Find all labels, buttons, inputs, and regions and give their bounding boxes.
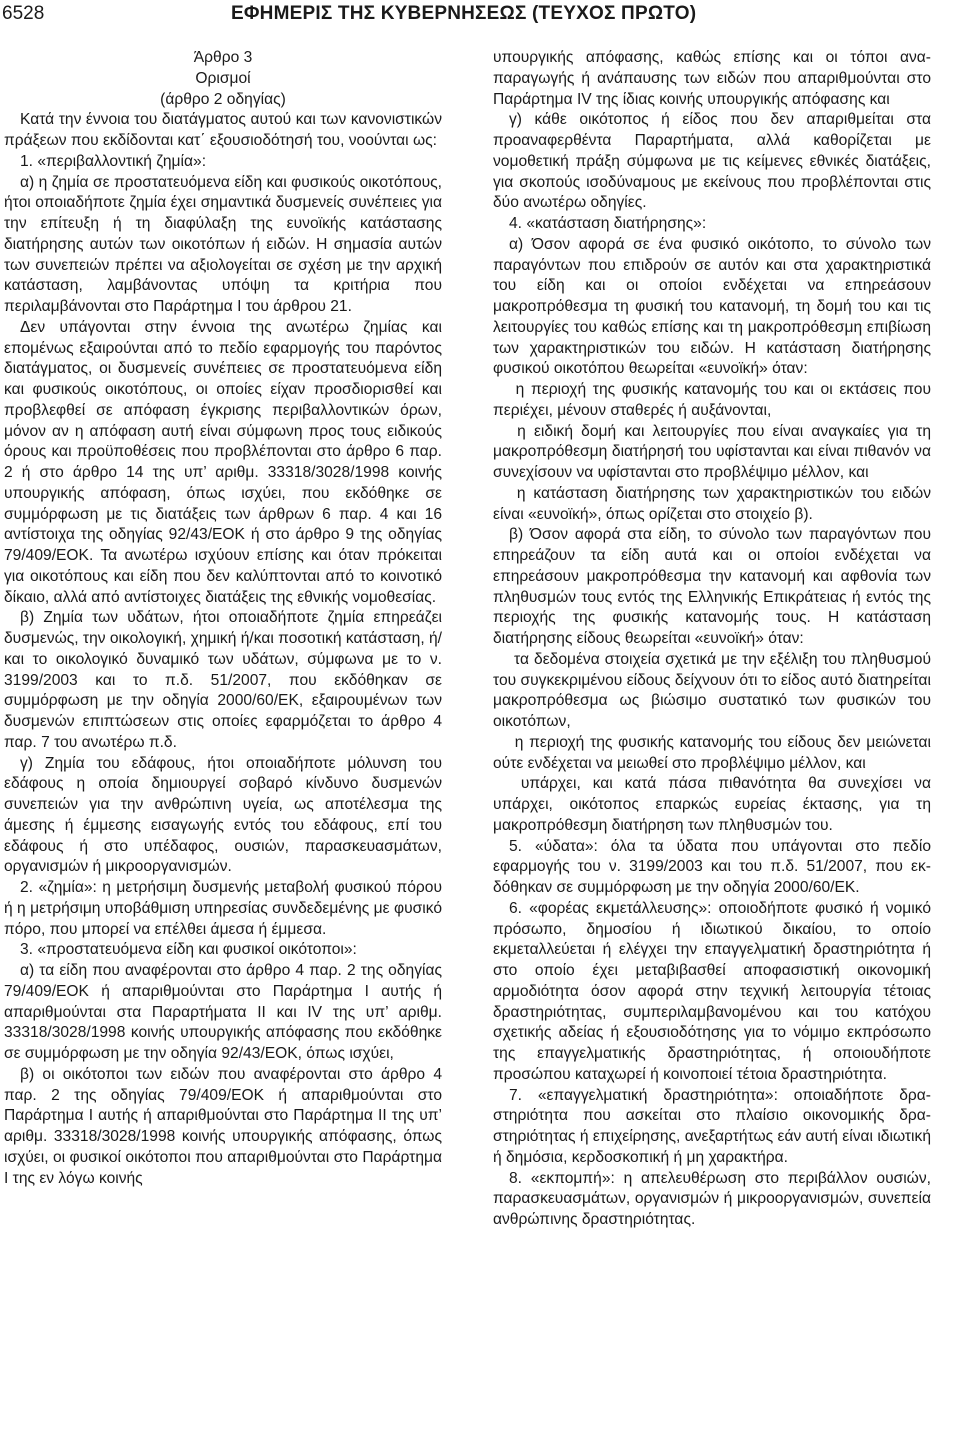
paragraph: η περιοχή της φυσικής κατανομής του και οι εκτάσεις που περιέχει, μένουν σταθερές ή αυξάνονται, (493, 381, 931, 419)
paragraph: γ) κάθε οικότοπος ή είδος που δεν απαριθμείται στα προαναφερθέντα Παραρτήματα, αλλά καθορίζεται με νομοθετική πράξη σύμφωνα με τις κείμενες εθνικές διατάξεις, για σκοπούς ισοδύναμους με εκείνους που προβλέπονται στις δύο ανωτέρω οδηγίες. (493, 111, 931, 212)
article-title: Ορισμοί (195, 69, 251, 87)
article-number: Άρθρο 3 (193, 49, 253, 66)
paragraph: 8. «εκπομπή»: η απελευθέρωση στο περιβάλλον ουσιών, παρασκευασμάτων, οργανισμών ή μικροοργανισμών, συνεπεία ανθρώπινης δραστηριότητας. (493, 1169, 931, 1228)
gazette-title: ΕΦΗΜΕΡΙΣ ΤΗΣ ΚΥΒΕΡΝΗΣΕΩΣ (ΤΕΥΧΟΣ ΠΡΩΤΟ) (231, 3, 697, 24)
right-column (493, 48, 931, 1231)
paragraph: β) Ζημία των υδάτων, ήτοι οποιαδήποτε ζημία επηρεάζει δυσμενώς, την οικολογική, χημική ή/και ποσοτική κατάσταση, ή/και το οικολογικό δυναμικό των υδάτων, σύμφωνα με το ν. 3199/2003 και το π.δ. 51/2007, που εκδόθηκαν σε συμμόρφωση με την οδηγία 2000/60/ΕΚ, εξαιρουμένων των δυσμενών επιπτώσεων στις οποίες εφαρμόζεται το άρθρο 4 παρ. 7 του ανωτέρω π.δ. (4, 609, 442, 751)
paragraph: γ) Ζημία του εδάφους, ήτοι οποιαδήποτε μόλυνση του εδάφους η οποία δημιουργεί σοβαρό κίνδυνο δυσμενών συνεπειών για την ανθρώπινη υγεία, ως αποτέλεσμα της άμεσης ή έμμεσης εισαγωγής εντός του εδάφους, επί του εδάφους ή στο υπέδαφος, ουσιών, παρασκευασμάτων, οργανισμών ή μικροοργανισμών. (4, 754, 442, 876)
paragraph: Δεν υπάγονται στην έννοια της ανωτέρω ζημίας και επομένως εξαιρούνται από το πεδίο εφαρμογής του παρόντος διατάγματος, οι δυσμενείς συνέπειες σε προστατευόμενα είδη και φυσικούς οικοτόπους, οι οποίες είχαν προσδιορισθεί και προβλεφθεί σε απόφαση έγκρισης περιβαλλοντικών όρων, μόνον αν η απόφαση αυτή είναι σύμφωνη προς τους ειδικούς όρους και προϋποθέσεις που προβλέπονται στο άρθρο 6 παρ. 2 ή στο άρθρο 14 της υπ’ αριθμ. 33318/3028/1998 κοινής υπουργικής απόφαση, όπως ισχύει, που εκδόθηκε σε συμμόρφωση με τις διατάξεις των άρθρων 6 παρ. 4 και 16 αντίστοιχα της οδηγίας 92/43/ΕΟΚ ή στο άρθρο 9 της οδηγίας 79/409/ΕΟΚ. Τα ανωτέρω ισχύουν επίσης και όταν πρόκειται για οικοτόπους και είδη που δεν καλύπτονται από το κοινοτικό δίκαιο, αλλά από αντίστοιχες διατάξεις της εθνικής νομοθεσίας. (4, 318, 442, 606)
article-subtitle: (άρθρο 2 οδηγίας) (160, 90, 286, 108)
paragraph: α) τα είδη που αναφέρονται στο άρθρο 4 παρ. 2 της οδηγίας 79/409/ΕΟΚ ή απαριθμούνται στο Παράρτημα Ι αυτής ή απαριθμούνται στα Παραρτήματα ΙΙ και ΙV της υπ’ αριθμ. 33318/3028/1998 κοινής υπουργικής απόφασης που εκδόθηκε σε συμμόρφωση με την οδηγία 92/43/ΕΟΚ, όπως ισχύει, (4, 962, 442, 1062)
paragraph: 1. «περιβαλλοντική ζημία»: (20, 152, 207, 170)
page-header (0, 0, 960, 32)
paragraph: η περιοχή της φυσικής κατανομής του είδους δεν μειώνεται ούτε ενδέχεται να μειωθεί στο προβλέψιμο μέλλον, και (493, 733, 931, 772)
paragraph: β) οι οικότοποι των ειδών που αναφέρονται στο άρθρο 4 παρ. 2 της οδηγίας 79/409/ΕΟΚ ή απαριθμούνται στο Παράρτημα Ι αυτής ή απαριθμούνται στο Παράρτημα ΙΙ της υπ’ αριθμ. 33318/3028/1998 κοινής υπουργικής απόφασης, όπως ισχύει, οι φυσικοί οικότοποι που απαριθμούνται στο Παράρτημα Ι της εν λόγω κοινής (4, 1065, 442, 1187)
paragraph: 5. «ύδατα»: όλα τα ύδατα που υπάγονται στο πεδίο εφαρμογής του ν. 3199/2003 και του π.δ. 51/2007, που εκδόθηκαν σε συμμόρφωση με την οδηγία 2000/60/ΕΚ. (493, 837, 931, 896)
paragraph: η ειδική δομή και λειτουργίες που είναι αναγκαίες για τη μακροπρόθεσμη διατήρησή του υφίστανται και είναι πιθανόν να συνεχίσουν να υφίστανται στο προβλέψιμο μέλλον, και (493, 422, 931, 481)
paragraph: υπάρχει, και κατά πάσα πιθανότητα θα συνεχίσει να υπάρχει, οικότοπος επαρκώς ευρείας έκτασης, για τη μακροπρόθεσμη διατήρηση των πληθυσμών του. (493, 775, 931, 834)
left-column (4, 48, 442, 1189)
paragraph: Κατά την έννοια του διατάγματος αυτού και των κανονιστικών πράξεων που εκδίδονται κατ΄ εξουσιοδότησή του, νοούνται ως: (4, 111, 442, 149)
paragraph: 4. «κατάσταση διατήρησης»: (509, 215, 707, 232)
page-number: 6528 (2, 3, 45, 24)
paragraph: α) η ζημία σε προστατευόμενα είδη και φυσικούς οικοτόπους, ήτοι οποιαδήποτε ζημία έχει σημαντικά δυσμενείς συνέπειες για την επίτευξη ή τη διαφύλαξη της ευνοϊκής κατάστασης διατήρησης αυτών των οικοτόπων ή ειδών. Η σημασία αυτών των συνεπειών πρέπει να αξιολογείται σε σχέση με την αρχική κατάσταση, λαμβάνοντας υπόψη τα κριτήρια που περιλαμβάνονται στο Παράρτημα Ι του άρθρου 21. (4, 173, 442, 315)
paragraph: 7. «επαγγελματική δραστηριότητα»: οποιαδήποτε δραστηριότητα που ασκείται στο πλαίσιο οικονομικής δραστηριότητας ή επιχείρησης, ανεξαρτήτως εάν αυτή είναι ιδιωτική ή δημόσια, κερδοσκοπική ή μη χαρακτήρα. (493, 1086, 931, 1166)
paragraph: 2. «ζημία»: η μετρήσιμη δυσμενής μεταβολή φυσικού πόρου ή η μετρήσιμη υποβάθμιση υπηρεσίας συνδεδεμένης με φυσικό πόρο, που μπορεί να επέλθει άμεσα ή έμμεσα. (4, 879, 442, 938)
paragraph: υπουργικής απόφασης, καθώς επίσης και οι τόποι αναπαραγωγής ή ανάπαυσης των ειδών που απαριθμούνται στο Παράρτημα ΙV της ίδιας κοινής υπουργικής απόφασης και (493, 49, 931, 108)
paragraph: 6. «φορέας εκμετάλλευσης»: οποιοδήποτε φυσικό ή νομικό πρόσωπο, δημοσίου ή ιδιωτικού δικαίου, το οποίο εκμεταλλεύεται ή ελέγχει την επαγγελματική δραστηριότητα ή στο οποίο έχει μεταβιβασθεί αποφασιστική οικονομική αρμοδιότητα όσον αφορά στην τεχνική λειτουργία τέτοιας δραστηριότητας, συμπεριλαμβανομένου και του κατόχου σχετικής αδείας ή εξουσιοδότησης για το νόμιμο εκπρόσωπο της επαγγελματικής δραστηριότητας, ή οποιουδήποτε προσώπου καταχωρεί ή κοινοποιεί τέτοια δραστηριότητα. (493, 899, 931, 1083)
paragraph: τα δεδομένα στοιχεία σχετικά με την εξέλιξη του πληθυσμού του συγκεκριμένου είδους δείχνουν ότι το είδος αυτό διατηρείται μακροπρόθεσμα ως βιώσιμο συστατικό των φυσικών του οικοτόπων, (493, 650, 931, 730)
paragraph: 3. «προστατευόμενα είδη και φυσικοί οικότοποι»: (20, 941, 357, 959)
paragraph: η κατάσταση διατήρησης των χαρακτηριστικών του ειδών είναι «ευνοϊκή», όπως ορίζεται στο στοιχείο β). (493, 484, 931, 523)
paragraph: β) Όσον αφορά στα είδη, το σύνολο των παραγόντων που επηρεάζουν τα είδη αυτά και οι οποίοι ενδέχεται να επηρεάσουν μακροπρόθεσμα την κατανομή και αφθονία των πληθυσμών τους εντός της Ελληνικής Επικράτειας ή εντός της περιοχής της φυσικής κατανομής τους. Η κατάσταση διατήρησης είδους θεωρείται «ευνοϊκή» όταν: (493, 526, 931, 647)
paragraph: α) Όσον αφορά σε ένα φυσικό οικότοπο, το σύνολο των παραγόντων που επιδρούν σε αυτόν και στα χαρακτηριστικά του είδη και οι οποίοι ενδέχεται να επηρεάσουν μακροπρόθεσμα τη φυσική του κατανομή, τη δομή του και τις λειτουργίες του καθώς επίσης και τη μακροπρόθεσμη επιβίωση των χαρακτηριστικών του ειδών. Η κατάσταση διατήρησης φυσικού οικοτόπου θεωρείται «ευνοϊκή» όταν: (493, 235, 931, 378)
